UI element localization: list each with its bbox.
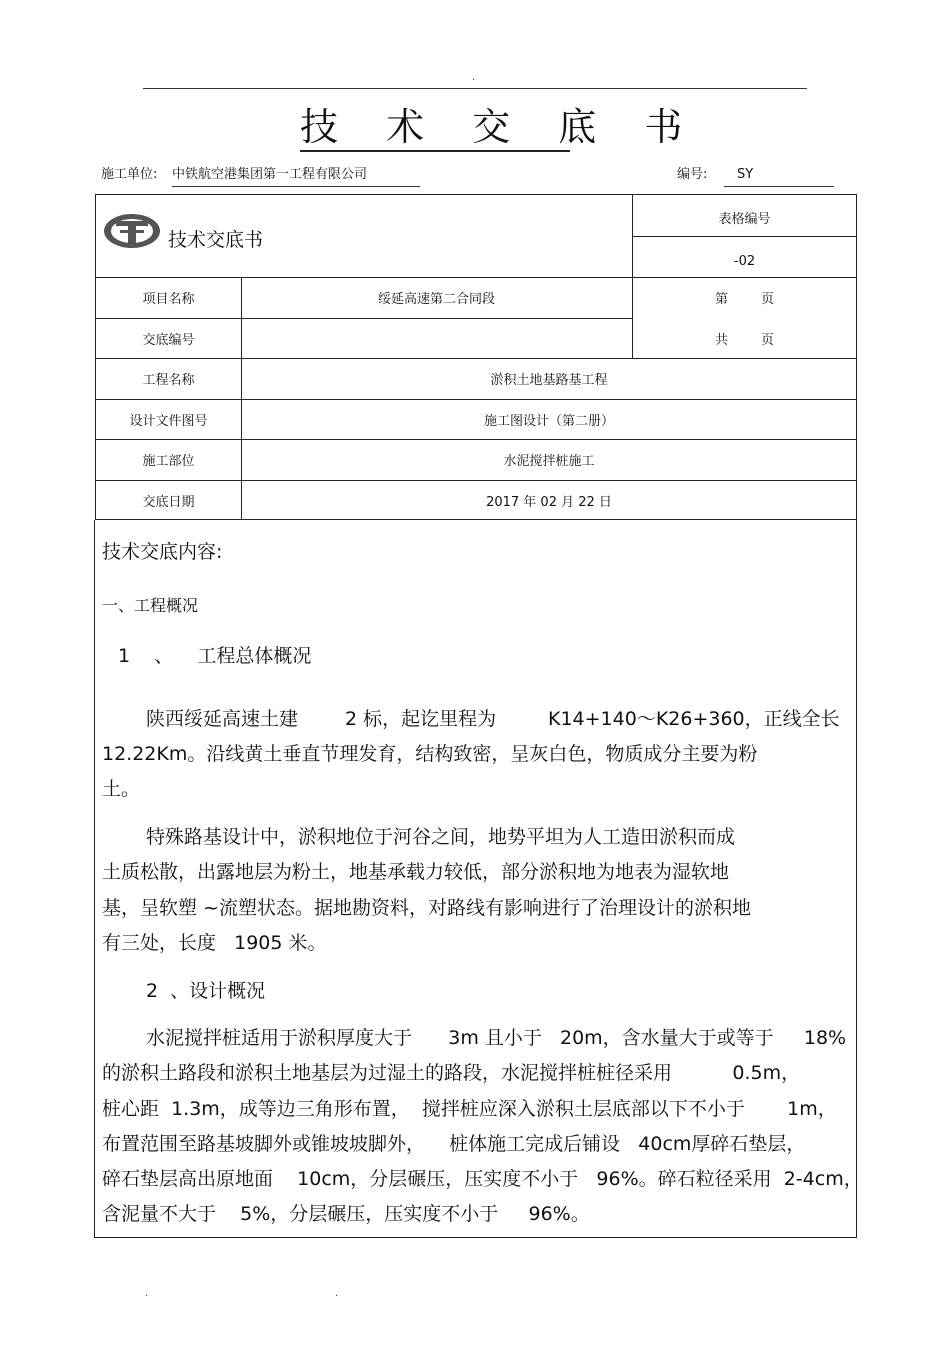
number-underline — [724, 186, 834, 187]
footer-dot: . — [335, 1288, 339, 1299]
paragraph-line: 桩心距 1.3m，成等边三角形布置， 搅拌桩应深入淤积土层底部以下不小于 1m， — [102, 1098, 837, 1120]
handover-number-value — [241, 318, 632, 358]
unit-underline — [172, 186, 420, 187]
paragraph-line: 2 标，起讫里程为 — [345, 708, 497, 730]
handover-date-value: 2017 年 02 月 22 日 — [486, 494, 612, 510]
top-dot: . — [472, 72, 476, 83]
paragraph-line: 含泥量不大于 5%，分层碾压，压实度不小于 96%。 — [102, 1203, 590, 1225]
paragraph-line: 土。 — [102, 778, 141, 800]
handover-number-label: 交底编号 — [142, 332, 195, 348]
engineering-name-value: 淤积土地基路基工程 — [490, 373, 608, 388]
construction-unit-label: 施工单位: — [101, 167, 158, 182]
construction-part-value: 水泥搅拌桩施工 — [503, 454, 595, 469]
section-heading-overview: 一、工程概况 — [102, 596, 199, 615]
paragraph-line: 土质松散，出露地层为粉土，地基承载力较低，部分淤积地为地表为湿软地 — [102, 861, 730, 883]
engineering-name-label: 工程名称 — [142, 373, 195, 388]
page-number-label: 第 页 — [714, 292, 775, 307]
form-number-value: -02 — [733, 253, 756, 269]
paragraph-line: 特殊路基设计中，淤积地位于河谷之间，地势平坦为人工造田淤积而成 — [146, 826, 736, 848]
paragraph-line: 基，呈软塑 ~流塑状态。据地勘资料，对路线有影响进行了治理设计的淤积地 — [102, 897, 751, 919]
subsection-general: 1 、 工程总体概况 — [118, 645, 312, 667]
total-pages-label: 共 页 — [714, 332, 775, 348]
construction-part-label: 施工部位 — [142, 454, 195, 469]
construction-unit-value: 中铁航空港集团第一工程有限公司 — [172, 167, 368, 182]
paragraph-line: 的淤积土路段和淤积土地基层为过湿土的路段，水泥搅拌桩桩径采用 0.5m， — [102, 1062, 801, 1084]
number-label: 编号: — [677, 167, 708, 182]
paragraph-line: K14+140～K26+360，正线全长 — [548, 708, 840, 730]
info-table — [95, 194, 857, 520]
design-document-label: 设计文件图号 — [129, 413, 208, 429]
number-value: SY — [737, 167, 754, 182]
form-number-label: 表格编号 — [718, 212, 771, 227]
logo-title: 技术交底书 — [168, 228, 264, 251]
top-rule — [143, 88, 807, 89]
paragraph-line: 布置范围至路基坡脚外或锥坡坡脚外， 桩体施工完成后铺设 40cm厚碎石垫层， — [102, 1133, 806, 1155]
document-title: 技 术 交 底 书 — [300, 104, 570, 152]
paragraph-line: 水泥搅拌桩适用于淤积厚度大于 3m 且小于 20m，含水量大于或等于 18% — [146, 1027, 847, 1049]
footer-dot: . — [145, 1288, 149, 1299]
paragraph-line: 碎石垫层高出原地面 10cm，分层碾压，压实度不小于 96%。碎石粒径采用 2-4cm， — [102, 1168, 863, 1190]
project-name-value: 绥延高速第二合同段 — [377, 292, 495, 307]
paragraph-line: 有三处，长度 1905 米。 — [102, 932, 327, 954]
handover-date-label: 交底日期 — [142, 494, 195, 510]
design-document-value: 施工图设计（第二册） — [483, 413, 614, 429]
paragraph-line: 12.22Km。沿线黄土垂直节理发育，结构致密，呈灰白色，物质成分主要为粉 — [102, 743, 758, 765]
project-name-label: 项目名称 — [142, 292, 195, 307]
paragraph-line: 陕西绥延高速土建 — [146, 708, 299, 730]
content-heading: 技术交底内容: — [102, 541, 223, 563]
company-logo-icon — [102, 211, 162, 251]
subsection-design: 2 、设计概况 — [146, 980, 266, 1002]
